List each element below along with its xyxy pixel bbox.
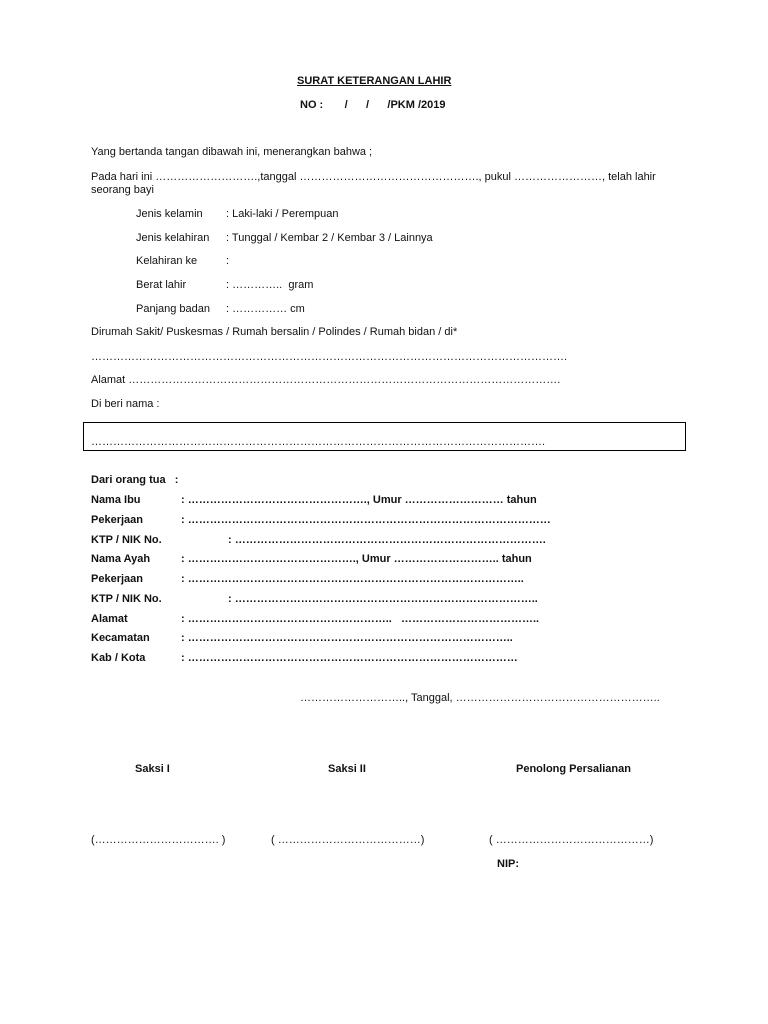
detail-value-jenis-kelamin: : Laki-laki / Perempuan xyxy=(226,208,339,220)
parent-value-nama-ibu: : …………………………………………., Umur ……………………… tahun xyxy=(181,494,537,506)
detail-label-jenis-kelamin: Jenis kelamin xyxy=(136,208,203,220)
date-line: ……………………….., Tanggal, ……………………………………………….. xyxy=(300,692,660,704)
parent-value-pekerjaan-ayah: : ……………………………………………………………………………….. xyxy=(181,573,524,585)
parent-value-nama-ayah: : ………………………………………., Umur ……………………….. tahun xyxy=(181,553,532,565)
signature-line-penolong: ( ……………………………………) xyxy=(489,834,654,846)
document-number: NO : / / /PKM /2019 xyxy=(300,99,446,111)
parent-value-kab-kota: : ……………………………………………………………………………… xyxy=(181,652,518,664)
parent-value-ktp-ibu: : …………………………………………………………………………. xyxy=(228,534,546,546)
parent-value-kecamatan: : …………………………………………………………………………….. xyxy=(181,632,513,644)
detail-label-berat-lahir: Berat lahir xyxy=(136,279,187,291)
place-label: Dirumah Sakit/ Puskesmas / Rumah bersalin / Polindes / Rumah bidan / di* xyxy=(91,326,458,338)
signature-label-saksi-1: Saksi I xyxy=(135,763,170,775)
parent-label-ktp-ibu: KTP / NIK No. xyxy=(91,534,162,546)
parent-value-alamat: : ……………………………………………….. ……………………………….. xyxy=(181,613,540,625)
name-dots: ……………………………………………………………………………………………………………. xyxy=(91,436,546,448)
detail-value-berat-lahir: : ………….. gram xyxy=(226,279,314,291)
address-line: Alamat ………………………………………………………………………………………………………. xyxy=(91,374,561,386)
parent-label-pekerjaan-ayah: Pekerjaan xyxy=(91,573,143,585)
detail-value-kelahiran-ke: : xyxy=(226,255,230,267)
birth-statement-line-1: Pada hari ini ……………………….,tanggal …………………………………………., pukul ……………………, telah lahir xyxy=(91,171,656,183)
document-title: SURAT KETERANGAN LAHIR xyxy=(297,75,452,87)
parent-value-ktp-ayah: : ……………………………………………………………………….. xyxy=(228,593,538,605)
detail-label-jenis-kelahiran: Jenis kelahiran xyxy=(136,232,210,244)
signature-label-penolong: Penolong Persalianan xyxy=(516,763,631,775)
parent-label-kecamatan: Kecamatan xyxy=(91,632,150,644)
birth-statement-line-2: seorang bayi xyxy=(91,184,154,196)
detail-value-jenis-kelahiran: : Tunggal / Kembar 2 / Kembar 3 / Lainnya xyxy=(226,232,433,244)
parent-label-ktp-ayah: KTP / NIK No. xyxy=(91,593,162,605)
parent-label-kab-kota: Kab / Kota xyxy=(91,652,146,664)
signature-label-saksi-2: Saksi II xyxy=(328,763,366,775)
parent-label-pekerjaan-ibu: Pekerjaan xyxy=(91,514,143,526)
signature-line-saksi-2: ( …………………………………) xyxy=(271,834,425,846)
intro-text: Yang bertanda tangan dibawah ini, menerangkan bahwa ; xyxy=(91,146,373,158)
detail-value-panjang-badan: : …………… cm xyxy=(226,303,305,315)
detail-label-kelahiran-ke: Kelahiran ke xyxy=(136,255,198,267)
parents-heading: Dari orang tua : xyxy=(91,474,179,486)
name-label: Di beri nama : xyxy=(91,398,160,410)
parent-label-nama-ayah: Nama Ayah xyxy=(91,553,151,565)
parent-label-nama-ibu: Nama Ibu xyxy=(91,494,141,506)
parent-value-pekerjaan-ibu: : ……………………………………………………………………………………… xyxy=(181,514,551,526)
place-dots: …………………………………………………………………………………………………………………. xyxy=(91,351,568,363)
nip-label: NIP: xyxy=(497,858,519,870)
parent-label-alamat: Alamat xyxy=(91,613,128,625)
detail-label-panjang-badan: Panjang badan xyxy=(136,303,211,315)
signature-line-saksi-1: (……………………………. ) xyxy=(91,834,226,846)
